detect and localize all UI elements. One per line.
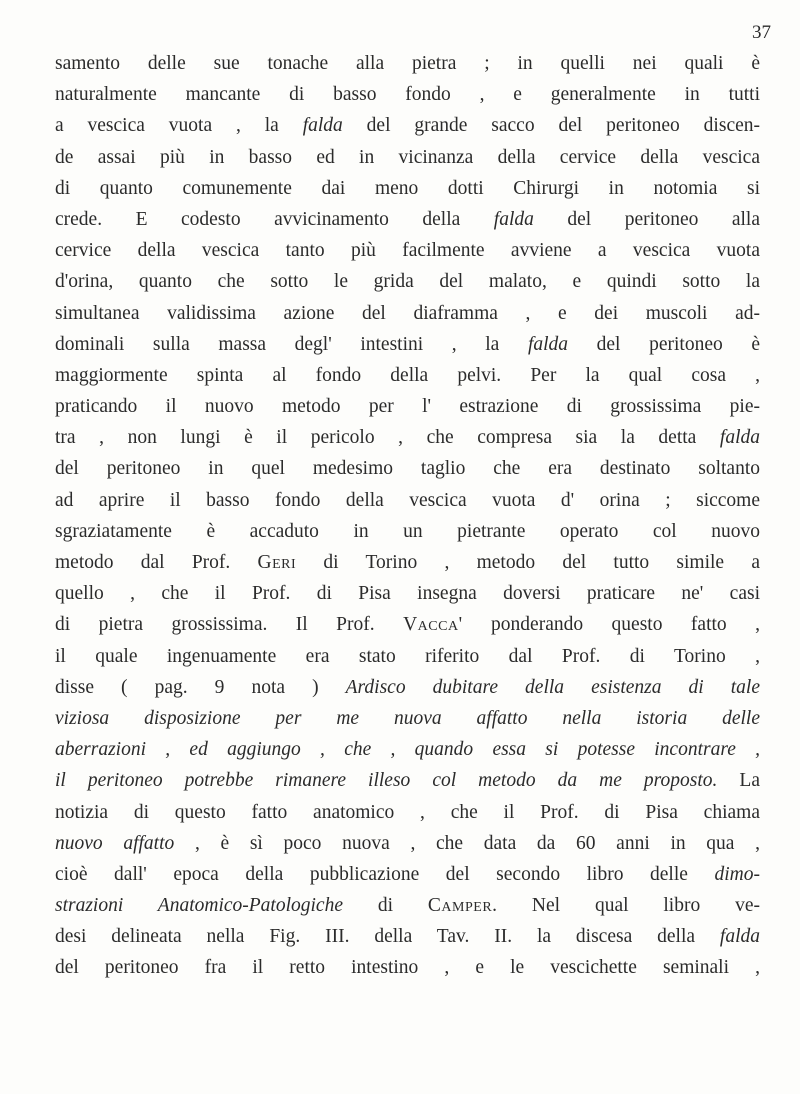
text-line — [55, 48, 760, 79]
text-segment: del grande sacco del peritoneo discen- — [342, 115, 760, 137]
text-segment: di quanto comunemente dai meno dotti Chirurgi in notomia si — [55, 177, 760, 199]
text-line — [55, 142, 760, 173]
text-line — [55, 298, 760, 329]
body-text — [55, 48, 760, 984]
text-segment: a vescica vuota , la — [55, 115, 303, 137]
text-segment: praticando il nuovo metodo per l' estrazione di grossissima pie- — [55, 396, 760, 418]
page-number: 37 — [752, 22, 771, 43]
text-line — [55, 578, 760, 609]
text-segment: del peritoneo in quel medesimo taglio che era destinato soltanto — [55, 458, 760, 480]
text-line — [55, 173, 760, 204]
text-segment: quello , che il Prof. di Pisa insegna doversi praticare ne' casi — [55, 583, 760, 605]
small-caps-name: Geri — [257, 552, 297, 573]
text-segment: di Torino , metodo del tutto simile a — [296, 552, 760, 573]
text-segment: , è sì poco nuova , che data da 60 anni in qua , — [174, 832, 760, 854]
text-line — [55, 797, 760, 828]
text-segment: sgraziatamente è accaduto in un pietrante operato col nuovo — [55, 520, 760, 542]
text-line — [55, 235, 760, 266]
text-line — [55, 547, 760, 578]
text-line — [55, 921, 760, 952]
text-segment: il quale ingenuamente era stato riferito dal Prof. di Torino , — [55, 645, 760, 667]
text-segment: desi delineata nella Fig. III. della Tav. II. la discesa della — [55, 926, 720, 948]
text-line — [55, 422, 760, 453]
text-line — [55, 609, 760, 640]
text-line — [55, 266, 760, 297]
italic-text: falda — [719, 926, 760, 948]
italic-text: viziosa disposizione per me nuova affatto nella istoria delle — [55, 707, 760, 729]
italic-text: aberrazioni , ed aggiungo , che , quando essa si potesse incontrare , — [55, 739, 760, 761]
text-segment: maggiormente spinta al fondo della pelvi. Per la qual cosa , — [55, 364, 760, 386]
text-segment: crede. E codesto avvicinamento della — [55, 208, 494, 230]
italic-text: falda — [719, 427, 760, 449]
italic-text: Ardisco dubitare della esistenza di tale — [345, 676, 760, 698]
text-segment: samento delle sue tonache alla pietra ; in quelli nei quali è — [55, 53, 760, 74]
text-segment: metodo dal Prof. — [55, 552, 258, 573]
italic-text: falda — [527, 333, 569, 355]
text-segment: di pietra grossissima. Il Prof. — [55, 614, 404, 636]
text-line — [55, 734, 760, 765]
text-line — [55, 485, 760, 516]
text-line — [55, 703, 760, 734]
text-line — [55, 329, 760, 360]
italic-text: strazioni Anatomico-Patologiche — [55, 895, 343, 917]
small-caps-name: Vacca' — [403, 614, 463, 636]
text-line — [55, 391, 760, 422]
text-segment: del peritoneo fra il retto intestino , e le vescichette seminali , — [55, 957, 760, 979]
text-segment: de assai più in basso ed in vicinanza della cervice della vescica — [55, 146, 760, 168]
text-segment: di — [343, 895, 428, 917]
text-line — [55, 765, 760, 796]
italic-text: falda — [493, 208, 534, 230]
text-segment: ponderando questo fatto , — [462, 614, 760, 636]
text-segment: del peritoneo è — [568, 333, 760, 355]
text-segment: d'orina, quanto che sotto le grida del malato, e quindi sotto la — [55, 271, 760, 293]
text-segment: cervice della vescica tanto più facilmente avviene a vescica vuota — [55, 240, 760, 262]
text-line — [55, 453, 760, 484]
text-segment: disse ( pag. 9 nota ) — [55, 676, 346, 698]
text-segment: notizia di questo fatto anatomico , che il Prof. di Pisa chiama — [55, 801, 760, 823]
italic-text: il peritoneo potrebbe rimanere illeso col metodo da me proposto. — [55, 770, 718, 792]
italic-text: dimo- — [714, 863, 760, 885]
text-line — [55, 859, 760, 890]
text-segment: cioè dall' epoca della pubblicazione del secondo libro delle — [55, 863, 715, 885]
text-segment: dominali sulla massa degl' intestini , la — [55, 333, 528, 355]
text-segment: del peritoneo alla — [533, 208, 760, 230]
text-line — [55, 890, 760, 921]
text-segment: . Nel qual libro ve- — [492, 895, 760, 917]
text-segment: naturalmente mancante di basso fondo , e generalmente in tutti — [55, 84, 760, 106]
small-caps-name: Camper — [427, 895, 493, 917]
text-line — [55, 204, 760, 235]
italic-text: nuovo affatto — [55, 832, 175, 854]
text-segment: simultanea validissima azione del diaframma , e dei muscoli ad- — [55, 302, 760, 324]
text-line — [55, 952, 760, 983]
text-line — [55, 672, 760, 703]
text-line — [55, 110, 760, 141]
text-segment: tra , non lungi è il pericolo , che compresa sia la detta — [55, 427, 720, 449]
text-segment: La — [717, 770, 760, 792]
text-line — [55, 79, 760, 110]
text-line — [55, 828, 760, 859]
text-line — [55, 516, 760, 547]
text-line — [55, 360, 760, 391]
text-segment: ad aprire il basso fondo della vescica vuota d' orina ; siccome — [55, 489, 760, 511]
text-line — [55, 641, 760, 672]
italic-text: falda — [302, 115, 343, 137]
